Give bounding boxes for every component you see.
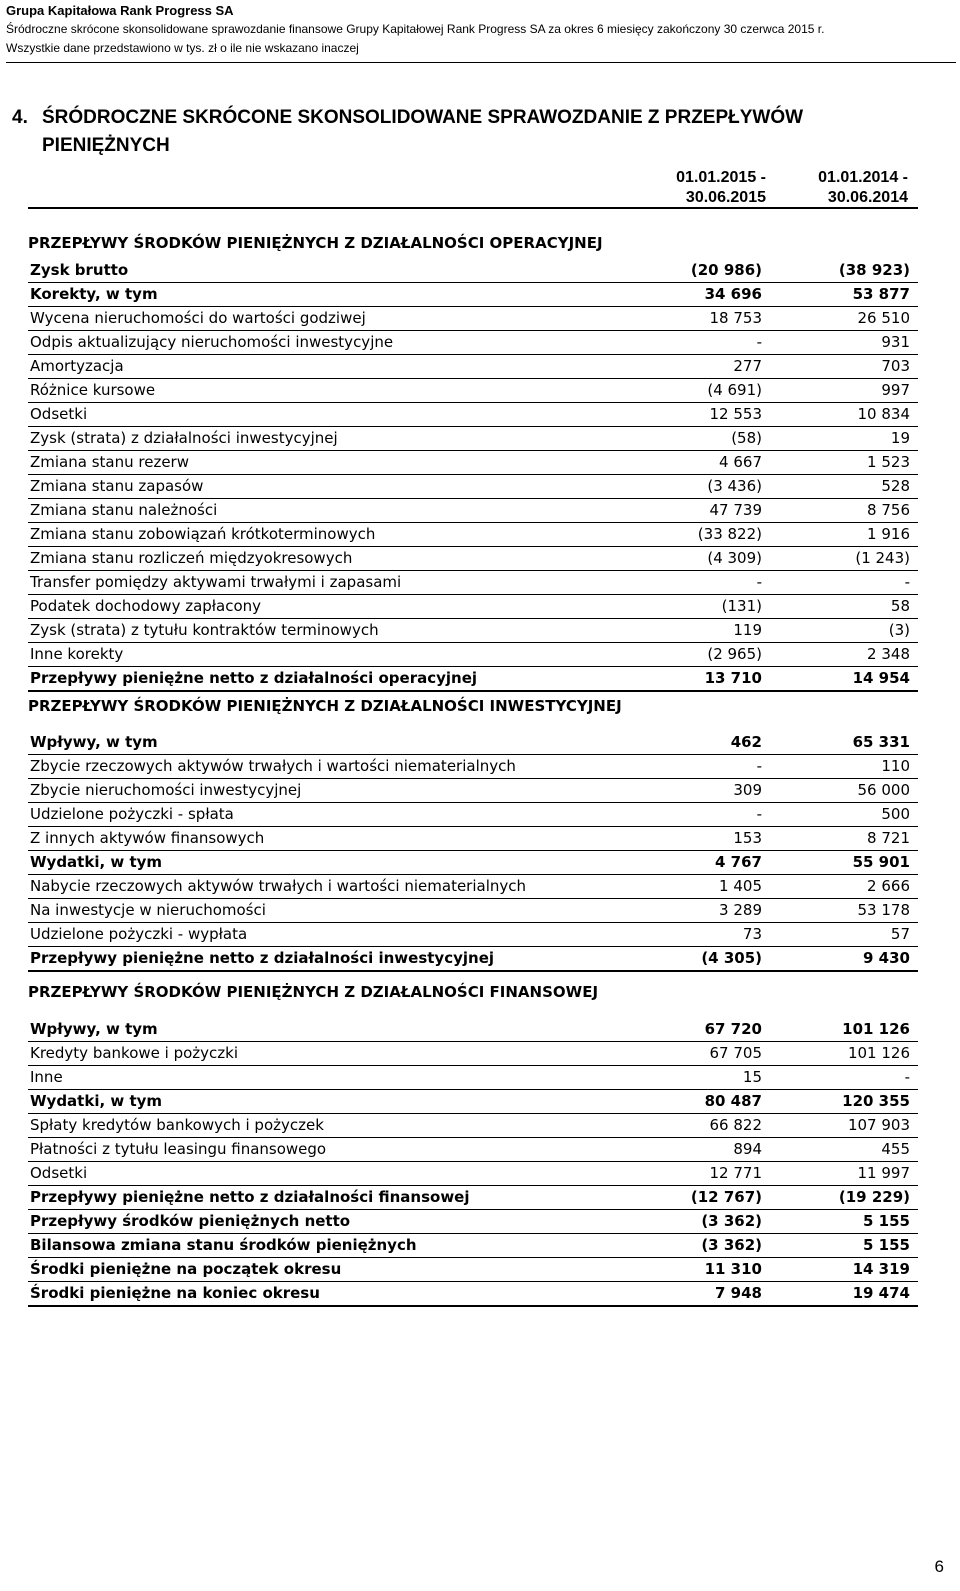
value-2015: 18 753 <box>709 309 762 327</box>
value-2015: (20 986) <box>690 261 762 279</box>
row-label: Zmiana stanu zobowiązań krótkoterminowych <box>30 525 376 543</box>
column-2015-end: 30.06.2015 <box>685 189 766 206</box>
value-2014: 55 901 <box>852 853 910 871</box>
value-2015: 67 705 <box>709 1044 762 1062</box>
row-label: Przepływy środków pieniężnych netto <box>30 1212 351 1230</box>
value-2014: 120 355 <box>842 1092 910 1110</box>
row-label: Przepływy pieniężne netto z działalności finansowej <box>30 1188 470 1206</box>
value-2014: 107 903 <box>847 1116 910 1134</box>
value-2014: 2 666 <box>867 877 910 895</box>
value-2015: (4 305) <box>701 949 762 967</box>
row-label: Wydatki, w tym <box>30 1092 163 1110</box>
row-label: Wycena nieruchomości do wartości godziwej <box>30 309 366 327</box>
table-row <box>28 1090 918 1114</box>
value-2014: 500 <box>881 805 910 823</box>
table-row <box>28 379 918 403</box>
table-row <box>28 1210 918 1234</box>
row-label: Przepływy pieniężne netto z działalności inwestycyjnej <box>30 949 495 967</box>
row-label: Udzielone pożyczki - wypłata <box>30 925 248 943</box>
value-2014: - <box>904 573 910 591</box>
row-label: Inne korekty <box>30 645 124 663</box>
table-row <box>28 259 918 283</box>
table-row <box>28 595 918 619</box>
value-2014: 703 <box>881 357 910 375</box>
financing-section-heading: PRZEPŁYWY ŚRODKÓW PIENIĘŻNYCH Z DZIAŁALNOŚCI FINANSOWEJ <box>28 983 599 1001</box>
table-row <box>28 755 918 779</box>
value-2015: 11 310 <box>704 1260 762 1278</box>
row-label: Odsetki <box>30 1164 88 1182</box>
table-row <box>28 571 918 595</box>
value-2014: (3) <box>888 621 910 639</box>
table-row <box>28 1234 918 1258</box>
row-label: Inne <box>30 1068 63 1086</box>
value-2014: 101 126 <box>847 1044 910 1062</box>
value-2015: (4 309) <box>707 549 762 567</box>
value-2015: 462 <box>730 733 762 751</box>
row-label: Zmiana stanu rozliczeń międzyokresowych <box>30 549 353 567</box>
value-2015: 3 289 <box>719 901 762 919</box>
value-2015: 73 <box>742 925 762 943</box>
row-label: Zbycie rzeczowych aktywów trwałych i wartości niematerialnych <box>30 757 516 775</box>
table-row <box>28 1018 918 1042</box>
value-2014: 26 510 <box>857 309 910 327</box>
value-2015: (2 965) <box>707 645 762 663</box>
value-2015: 15 <box>742 1068 762 1086</box>
report-subtitle: Śródroczne skrócone skonsolidowane sprawozdanie finansowe Grupy Kapitałowej Rank Progress SA za okres 6 miesięcy zakończony 30 czerwca 2015 r. <box>6 22 825 36</box>
row-label: Środki pieniężne na początek okresu <box>30 1260 342 1278</box>
value-2014: 56 000 <box>857 781 910 799</box>
value-2014: 110 <box>881 757 910 775</box>
column-2015-start: 01.01.2015 - <box>676 169 766 186</box>
value-2014: 455 <box>881 1140 910 1158</box>
table-row <box>28 643 918 667</box>
value-2014: 2 348 <box>867 645 910 663</box>
page-number: 6 <box>934 1557 944 1576</box>
row-label: Płatności z tytułu leasingu finansowego <box>30 1140 327 1158</box>
table-row <box>28 827 918 851</box>
row-label: Wpływy, w tym <box>30 733 158 751</box>
value-2014: 14 954 <box>852 669 910 687</box>
value-2014: 528 <box>881 477 910 495</box>
value-2014: 11 997 <box>857 1164 910 1182</box>
value-2014: (38 923) <box>838 261 910 279</box>
table-row <box>28 331 918 355</box>
value-2015: 12 771 <box>709 1164 762 1182</box>
value-2015: (33 822) <box>697 525 762 543</box>
value-2014: 101 126 <box>842 1020 910 1038</box>
value-2015: 4 667 <box>719 453 762 471</box>
table-row <box>28 1042 918 1066</box>
value-2015: - <box>756 757 762 775</box>
row-label: Spłaty kredytów bankowych i pożyczek <box>30 1116 324 1134</box>
table-row <box>28 619 918 643</box>
table-row <box>28 899 918 923</box>
table-row <box>28 1282 918 1307</box>
value-2015: 67 720 <box>704 1020 762 1038</box>
investing-section-heading: PRZEPŁYWY ŚRODKÓW PIENIĘŻNYCH Z DZIAŁALNOŚCI INWESTYCYJNEJ <box>28 697 622 715</box>
value-2014: 997 <box>881 381 910 399</box>
table-row <box>28 1066 918 1090</box>
value-2014: 53 178 <box>857 901 910 919</box>
row-label: Wpływy, w tym <box>30 1020 158 1038</box>
value-2014: (1 243) <box>855 549 910 567</box>
table-row <box>28 1114 918 1138</box>
row-label: Środki pieniężne na koniec okresu <box>30 1284 320 1302</box>
value-2014: 19 <box>890 429 910 447</box>
table-row <box>28 283 918 307</box>
value-2015: 1 405 <box>719 877 762 895</box>
column-header-2015 <box>640 168 766 208</box>
title-line-1: ŚRÓDROCZNE SKRÓCONE SKONSOLIDOWANE SPRAWOZDANIE Z PRZEPŁYWÓW <box>42 107 804 128</box>
row-label: Zysk (strata) z tytułu kontraktów terminowych <box>30 621 379 639</box>
table-row <box>28 499 918 523</box>
value-2014: 10 834 <box>857 405 910 423</box>
row-label: Zysk (strata) z działalności inwestycyjnej <box>30 429 338 447</box>
row-label: Udzielone pożyczki - spłata <box>30 805 234 823</box>
value-2015: (131) <box>721 597 762 615</box>
value-2014: 14 319 <box>852 1260 910 1278</box>
table-row <box>28 1138 918 1162</box>
value-2015: 277 <box>733 357 762 375</box>
value-2014: 1 523 <box>867 453 910 471</box>
row-label: Z innych aktywów finansowych <box>30 829 265 847</box>
value-2015: (12 767) <box>690 1188 762 1206</box>
row-label: Odpis aktualizujący nieruchomości inwestycyjne <box>30 333 394 351</box>
value-2015: (3 362) <box>701 1212 762 1230</box>
value-2014: 8 756 <box>867 501 910 519</box>
value-2015: (3 436) <box>707 477 762 495</box>
section-number: 4. <box>12 107 28 128</box>
value-2015: 47 739 <box>709 501 762 519</box>
value-2014: 5 155 <box>863 1236 910 1254</box>
table-row <box>28 523 918 547</box>
value-2014: 19 474 <box>852 1284 910 1302</box>
table-row <box>28 923 918 947</box>
table-row <box>28 1162 918 1186</box>
table-row <box>28 475 918 499</box>
column-header-2014 <box>780 168 908 208</box>
value-2015: (3 362) <box>701 1236 762 1254</box>
table-row <box>28 851 918 875</box>
table-row <box>28 731 918 755</box>
value-2015: 4 767 <box>715 853 762 871</box>
table-row <box>28 779 918 803</box>
table-row <box>28 803 918 827</box>
row-label: Kredyty bankowe i pożyczki <box>30 1044 239 1062</box>
value-2015: 153 <box>733 829 762 847</box>
value-2014: 1 916 <box>867 525 910 543</box>
value-2015: 66 822 <box>709 1116 762 1134</box>
table-row <box>28 667 918 692</box>
row-label: Przepływy pieniężne netto z działalności operacyjnej <box>30 669 478 687</box>
column-2014-end: 30.06.2014 <box>827 189 908 206</box>
table-row <box>28 1258 918 1282</box>
row-label: Transfer pomiędzy aktywami trwałymi i zapasami <box>30 573 402 591</box>
value-2014: 9 430 <box>863 949 910 967</box>
row-label: Amortyzacja <box>30 357 124 375</box>
value-2015: - <box>756 805 762 823</box>
value-2015: 7 948 <box>715 1284 762 1302</box>
value-2015: 119 <box>733 621 762 639</box>
value-2014: 58 <box>890 597 910 615</box>
value-2015: 80 487 <box>704 1092 762 1110</box>
value-2014: 57 <box>890 925 910 943</box>
value-2015: - <box>756 573 762 591</box>
table-row <box>28 875 918 899</box>
units-note: Wszystkie dane przedstawiono w tys. zł o ile nie wskazano inaczej <box>6 41 359 55</box>
value-2015: 894 <box>733 1140 762 1158</box>
row-label: Bilansowa zmiana stanu środków pieniężnych <box>30 1236 417 1254</box>
row-label: Zmiana stanu rezerw <box>30 453 189 471</box>
table-row <box>28 451 918 475</box>
value-2014: - <box>904 1068 910 1086</box>
row-label: Różnice kursowe <box>30 381 156 399</box>
value-2015: - <box>756 333 762 351</box>
page-header <box>6 0 956 63</box>
row-label: Nabycie rzeczowych aktywów trwałych i wartości niematerialnych <box>30 877 527 895</box>
table-row <box>28 427 918 451</box>
row-label: Zysk brutto <box>30 261 129 279</box>
row-label: Odsetki <box>30 405 88 423</box>
row-label: Podatek dochodowy zapłacony <box>30 597 262 615</box>
title-line-2: PIENIĘŻNYCH <box>42 135 170 156</box>
table-row <box>28 947 918 972</box>
value-2015: 309 <box>733 781 762 799</box>
table-top-rule <box>28 207 918 209</box>
value-2014: 8 721 <box>867 829 910 847</box>
value-2015: (58) <box>731 429 762 447</box>
value-2014: 53 877 <box>852 285 910 303</box>
table-row <box>28 403 918 427</box>
value-2014: (19 229) <box>838 1188 910 1206</box>
row-label: Wydatki, w tym <box>30 853 163 871</box>
section-title <box>12 104 803 160</box>
value-2014: 65 331 <box>852 733 910 751</box>
table-row <box>28 307 918 331</box>
row-label: Zmiana stanu należności <box>30 501 218 519</box>
company-name: Grupa Kapitałowa Rank Progress SA <box>6 3 234 18</box>
value-2015: 34 696 <box>704 285 762 303</box>
row-label: Na inwestycje w nieruchomości <box>30 901 266 919</box>
value-2015: (4 691) <box>707 381 762 399</box>
table-row <box>28 1186 918 1210</box>
operating-section-heading: PRZEPŁYWY ŚRODKÓW PIENIĘŻNYCH Z DZIAŁALNOŚCI OPERACYJNEJ <box>28 234 603 252</box>
value-2014: 931 <box>881 333 910 351</box>
value-2015: 12 553 <box>709 405 762 423</box>
row-label: Korekty, w tym <box>30 285 158 303</box>
row-label: Zmiana stanu zapasów <box>30 477 204 495</box>
table-row <box>28 547 918 571</box>
value-2015: 13 710 <box>704 669 762 687</box>
column-2014-start: 01.01.2014 - <box>818 169 908 186</box>
table-row <box>28 355 918 379</box>
value-2014: 5 155 <box>863 1212 910 1230</box>
row-label: Zbycie nieruchomości inwestycyjnej <box>30 781 302 799</box>
